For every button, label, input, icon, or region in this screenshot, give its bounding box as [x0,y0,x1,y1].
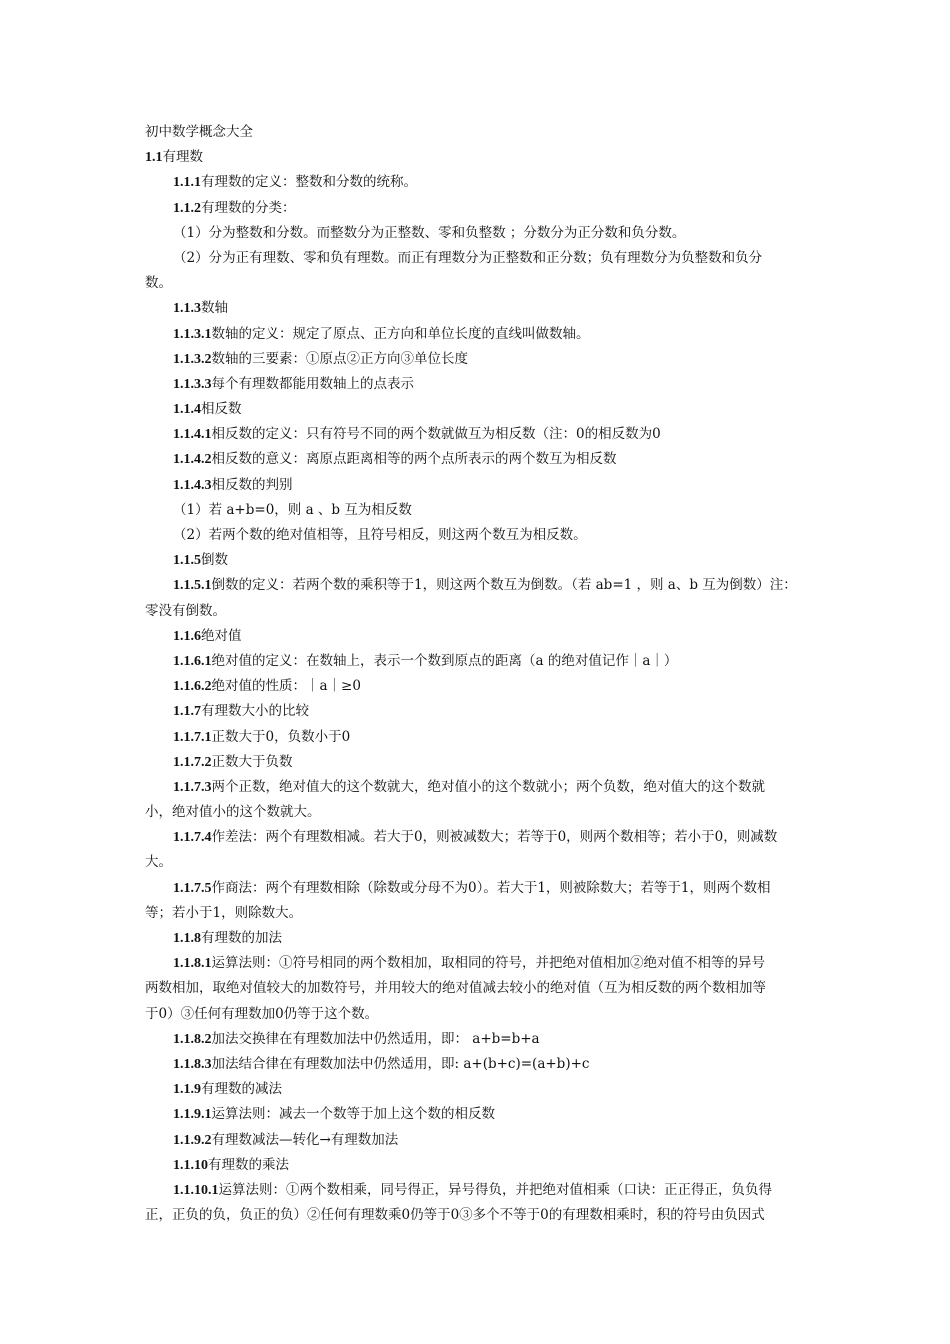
line-text: 有理数的定义：整数和分数的统称。 [201,174,417,191]
line-text: 有理数大小的比较 [201,703,309,720]
line-text: 每个有理数都能用数轴上的点表示 [211,375,414,392]
section-number: 1.1.4.1 [173,427,212,443]
section-number: 1.1.10 [173,1157,208,1173]
line-text: 绝对值的性质：｜a｜≥0 [211,678,361,695]
line-text: （1）分为整数和分数。而整数分为正整数、零和负整数 ；分数分为正分数和负分数。 [173,224,686,241]
section-number: 1.1.7.3 [173,779,212,795]
line-text: 相反数 [201,401,242,418]
text-line [145,523,810,548]
section-line [145,447,810,472]
text-line [145,976,810,1001]
section-number: 1.1.4.2 [173,452,212,468]
section-number: 1.1.3 [173,301,201,317]
section-number: 1.1.9.2 [173,1132,212,1148]
section-number: 1.1.9 [173,1082,201,1098]
text-line [145,498,810,523]
section-line [145,674,810,699]
line-text: 绝对值 [201,627,242,644]
line-text: （1）若 a+b=0，则 a 、b 互为相反数 [173,501,412,518]
section-line [145,750,810,775]
section-number: 1.1.10.1 [173,1182,219,1198]
line-text: 有理数的分类： [201,199,296,216]
section-line [145,951,810,976]
section-line [145,1027,810,1052]
section-line [145,725,810,750]
line-text: 小，绝对值小的这个数就大。 [145,804,321,821]
section-line [145,1052,810,1077]
text-line [145,800,810,825]
line-text: 两数相加，取绝对值较大的加数符号，并用较大的绝对值减去较小的绝对值（互为相反数的两个数相加等 [145,980,766,997]
section-number: 1.1.2 [173,200,201,216]
line-text: 运算法则：减去一个数等于加上这个数的相反数 [211,1106,495,1123]
line-text: 相反数的定义：只有符号不同的两个数就做互为相反数（注：0的相反数为0 [211,426,661,443]
section-number: 1.1.3.2 [173,351,212,367]
line-text: 运算法则：①两个数相乘，同号得正，异号得负，并把绝对值相乘（口诀：正正得正，负负得 [218,1181,772,1198]
line-text: 相反数的判别 [211,476,293,493]
section-line [145,1128,810,1153]
line-text: 正，正负的负，负正的负）②任何有理数乘0仍等于0③多个不等于0的有理数相乘时，积的符号由负因式 [145,1207,765,1224]
section-number: 1.1.4 [173,402,201,418]
line-text: 倒数 [201,552,228,569]
section-line [145,296,810,321]
section-number: 1.1.3.1 [173,326,212,342]
line-text: 绝对值的定义：在数轴上，表示一个数到原点的距离（a 的绝对值记作｜a｜） [211,652,678,669]
text-line [145,1203,810,1228]
section-number: 1.1.5 [173,553,201,569]
section-number: 1.1.1 [173,175,201,191]
section-number: 1.1.9.1 [173,1107,212,1123]
section-line [145,649,810,674]
section-line [145,1178,810,1203]
section-line [145,1153,810,1178]
section-number: 1.1.5.1 [173,578,212,594]
line-text: 大。 [145,854,172,871]
section-line [145,699,810,724]
section-line [145,397,810,422]
section-number: 1.1.6.2 [173,679,212,695]
line-text: 正数大于负数 [211,753,293,770]
line-text: 数轴的定义：规定了原点、正方向和单位长度的直线叫做数轴。 [211,325,590,342]
section-number: 1.1.6.1 [173,653,212,669]
document-title: 初中数学概念大全 [145,124,253,140]
section-line [145,548,810,573]
section-line [145,347,810,372]
section-number: 1.1.8.2 [173,1031,212,1047]
section-line [145,473,810,498]
line-text: 于0）③任何有理数加0仍等于这个数。 [145,1005,379,1022]
line-text: 有理数减法—转化→有理数加法 [211,1131,399,1148]
text-line [145,221,810,246]
section-number: 1.1.7 [173,704,201,720]
section-line [145,876,810,901]
line-text: 作商法：两个有理数相除（除数或分母不为0）。若大于1，则被除数大；若等于1，则两个数相 [211,879,771,896]
line-text: 两个正数，绝对值大的这个数就大，绝对值小的这个数就小；两个负数，绝对值大的这个数就 [211,778,765,795]
section-line [145,573,810,598]
section-number: 1.1.7.4 [173,830,212,846]
line-text: 倒数的定义：若两个数的乘积等于1，则这两个数互为倒数。（若 ab=1 ，则 a、b 互为倒数）注： [211,577,797,594]
line-text: 有理数的加法 [201,930,282,946]
line-text: 相反数的意义：离原点距离相等的两个点所表示的两个数互为相反数 [211,451,617,468]
section-number: 1.1.3.3 [173,376,212,392]
line-text: 运算法则：①符号相同的两个数相加，取相同的符号，并把绝对值相加②绝对值不相等的异号 [211,955,765,972]
section-line [145,196,810,221]
document-lines [145,145,810,1228]
document-body [145,120,810,1228]
section-number: 1.1.8.3 [173,1056,212,1072]
section-number: 1.1.6 [173,628,201,644]
line-text: 有理数 [162,149,203,166]
section-number: 1.1 [145,150,163,166]
line-text: 数。 [145,275,172,292]
line-text: 数轴的三要素：①原点②正方向③单位长度 [211,350,468,367]
section-line [145,372,810,397]
line-text: 有理数的乘法 [208,1156,289,1173]
line-text: 加法结合律在有理数加法中仍然适用，即: a+(b+c)=(a+b)+c [211,1055,590,1072]
section-line [145,145,810,170]
line-text: （2）若两个数的绝对值相等，且符号相反，则这两个数互为相反数。 [173,527,587,543]
text-line [145,271,810,296]
section-number: 1.1.8 [173,931,201,946]
section-number: 1.1.8.1 [173,956,212,972]
section-line [145,825,810,850]
section-line [145,1102,810,1127]
text-line [145,599,810,624]
text-line [145,850,810,875]
section-line [145,775,810,800]
line-text: （2）分为正有理数、零和负有理数。而正有理数分为正整数和正分数；负有理数分为负整数和负分 [173,249,763,266]
line-text: 正数大于0，负数小于0 [211,728,351,745]
text-line [145,901,810,926]
text-line [145,246,810,271]
section-line [145,624,810,649]
section-number: 1.1.7.1 [173,729,212,745]
section-line [145,170,810,195]
section-number: 1.1.4.3 [173,477,212,493]
section-line [145,422,810,447]
section-number: 1.1.7.2 [173,754,212,770]
line-text: 零没有倒数。 [145,602,226,619]
section-line [145,322,810,347]
section-number: 1.1.7.5 [173,880,212,896]
section-line [145,926,810,951]
text-line [145,1002,810,1027]
line-text: 加法交换律在有理数加法中仍然适用，即： a+b=b+a [211,1030,540,1047]
line-text: 有理数的减法 [201,1081,282,1098]
section-line [145,1077,810,1102]
line-text: 数轴 [201,300,228,317]
line-text: 作差法：两个有理数相减。若大于0，则被减数大；若等于0，则两个数相等；若小于0，则减数 [211,829,778,846]
line-text: 等；若小于1，则除数大。 [145,904,303,921]
